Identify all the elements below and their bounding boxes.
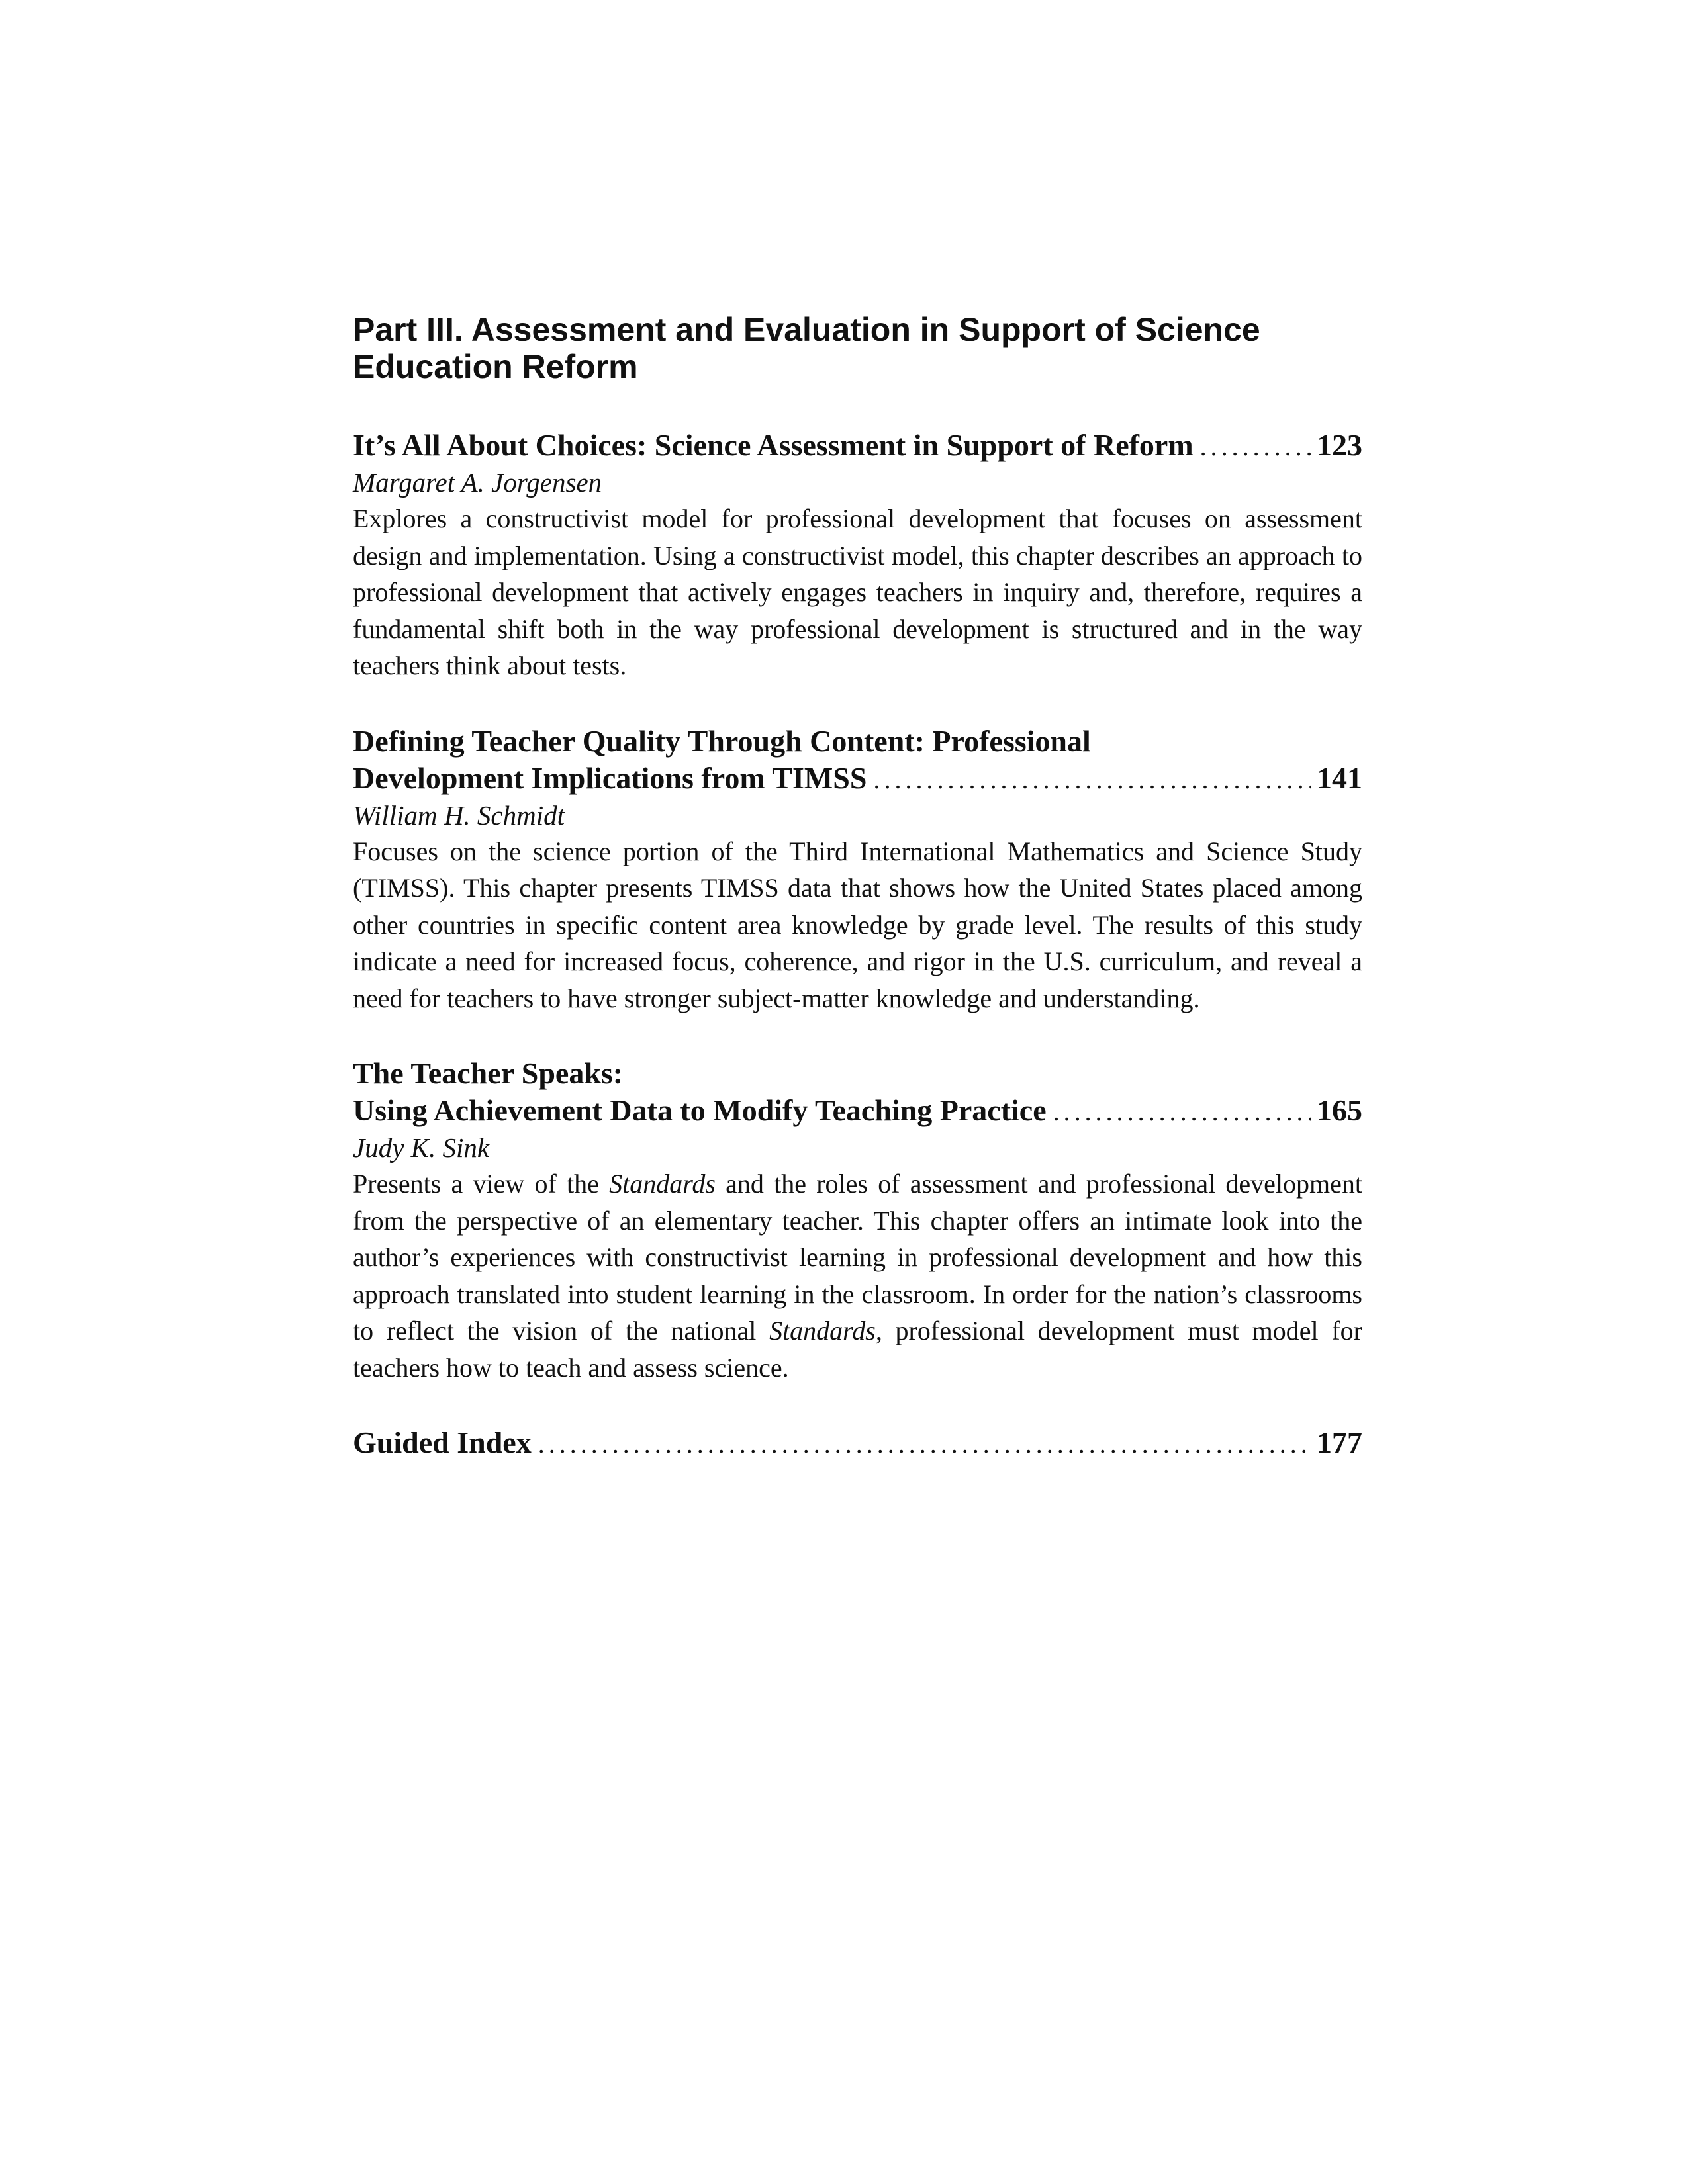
dot-leader (538, 1426, 1311, 1463)
toc-entry-index (353, 1424, 1362, 1463)
dot-leader (1053, 1093, 1311, 1130)
toc-entry (353, 723, 1362, 1017)
part-heading: Part III. Assessment and Evaluation in Support of Science Education Reform (353, 311, 1260, 385)
page-number: 141 (1317, 760, 1362, 795)
standards-emphasis: Standards (769, 1316, 876, 1345)
chapter-title: It’s All About Choices: Science Assessment in Support of Reform (353, 428, 1194, 462)
dot-leader (873, 761, 1311, 798)
chapter-title-first-line[interactable]: The Teacher Speaks: (353, 1056, 624, 1090)
chapter-description: Explores a constructivist model for professional development that focuses on assessment design and implementation. Using a constructivist model, this chapter describes an approach to professional development that actively engages teachers in inquiry and, therefore, requires a fundamental shift both in the way professional development is structured and in the way teachers think about tests. (353, 504, 1362, 680)
chapter-title-line[interactable] (353, 427, 1362, 465)
index-title-line[interactable] (353, 1424, 1362, 1463)
chapter-title: Using Achievement Data to Modify Teaching Practice (353, 1093, 1047, 1127)
chapter-author: Margaret A. Jorgensen (353, 467, 602, 498)
description-text: Presents a view of the (353, 1169, 599, 1199)
chapter-title-line[interactable] (353, 760, 1362, 798)
page-number: 177 (1317, 1426, 1362, 1459)
chapter-title: Development Implications from TIMSS (353, 760, 867, 795)
dot-leader (1200, 428, 1311, 465)
index-title: Guided Index (353, 1426, 532, 1459)
page-number: 123 (1317, 428, 1362, 462)
chapter-description: Focuses on the science portion of the Third International Mathematics and Science Study (TIMSS). This chapter presents TIMSS data that shows how the United States placed among other countries in specific content area knowledge by grade level. The results of this study indicate a need for increased focus, coherence, and rigor in the U.S. curriculum, and reveal a need for teachers to have stronger subject-matter knowledge and understanding. (353, 836, 1362, 1013)
chapter-author: Judy K. Sink (353, 1132, 490, 1163)
toc-entry (353, 1055, 1362, 1386)
chapter-title-first-line[interactable]: Defining Teacher Quality Through Content: Professional (353, 723, 1091, 758)
toc-entry (353, 427, 1362, 684)
description-text: , professional development must model for teachers how to teach and assess science. (353, 1316, 1363, 1383)
table-of-contents (353, 311, 1362, 1501)
standards-emphasis: Standards (609, 1169, 716, 1199)
chapter-author: William H. Schmidt (353, 799, 565, 831)
chapter-title-line[interactable] (353, 1092, 1362, 1130)
description-text: and the roles of assessment and professional development from the perspective of an elementary teacher. This chapter offers an intimate look into the author’s experiences with constructivist learning in professional development and how this approach translated into student learning in the classroom. In order for the nation’s classrooms to reflect the vision of the national (353, 1169, 1363, 1345)
page-number: 165 (1317, 1093, 1362, 1127)
chapter-description (353, 1165, 1362, 1386)
